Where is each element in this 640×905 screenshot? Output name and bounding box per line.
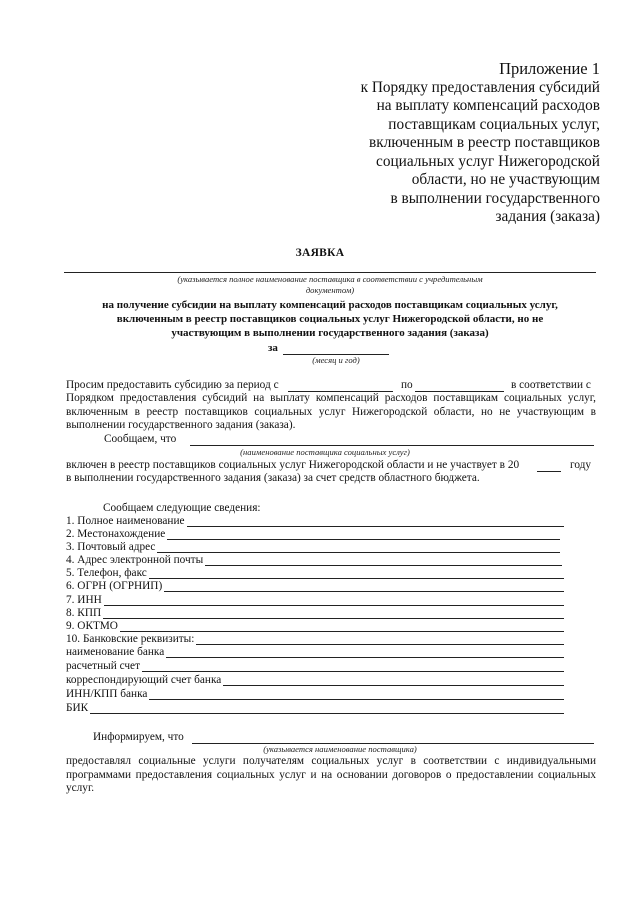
info-header: Сообщаем следующие сведения: [103,502,261,514]
report-label: Сообщаем, что [104,433,177,445]
subject-block [60,298,600,340]
report-line1: включен в реестр поставщиков социальных услуг Нижегородской области и не участвует в 20 [66,459,520,471]
field-oktmo[interactable] [66,620,566,633]
period-to-label: по [401,379,413,391]
field-label: 9. ОКТМО [66,620,118,632]
field-underline[interactable] [66,631,564,632]
field-phone-fax[interactable] [66,567,566,580]
field-label: 5. Телефон, факс [66,567,147,579]
request-text-accordance: в соответствии с [511,379,591,391]
field-label: расчетный счет [66,660,141,672]
appendix-line: включенным в реестр поставщиков [369,134,600,151]
field-inn[interactable] [66,594,566,607]
appendix-line: поставщикам социальных услуг, [388,115,600,133]
subject-line: на получение субсидии на выплату компенсаций расходов поставщикам социальных услуг, [102,299,558,311]
request-paragraph: Порядком предоставления субсидий на выплату компенсаций расходов поставщикам социальных услуг, включенным в реестр поставщиков социальных услуг Нижегородской области, но не участвующим в выполнении государственного задания (заказа). [66,392,596,431]
provider-report-hint: (наименование поставщика социальных услуг) [240,447,410,457]
field-bank-details[interactable] [66,633,566,646]
field-label: 7. ИНН [66,594,102,606]
appendix-line: на выплату компенсаций расходов [376,97,600,114]
field-correspondent-account[interactable] [66,674,566,687]
provider-name-line[interactable] [64,272,596,273]
subject-line: участвующим в выполнении государственного задания (заказа) [171,327,489,339]
field-full-name[interactable] [66,515,566,528]
document-title: ЗАЯВКА [295,247,345,259]
field-ogrn[interactable] [66,580,566,593]
field-label: 3. Почтовый адрес [66,541,156,553]
field-label: 8. КПП [66,607,102,619]
request-text-start: Просим предоставить субсидию за период с [66,379,279,391]
provider-name-hint: (указывается полное наименование поставщика в соответствии с учредительным документом) [177,274,483,295]
field-underline[interactable] [66,605,564,606]
provider-inform-hint: (указывается наименование поставщика) [263,744,417,754]
field-label: 2. Местонахождение [66,528,166,540]
year-line[interactable] [537,471,561,472]
field-label: наименование банка [66,646,165,658]
appendix-line: задания (заказа) [495,208,600,225]
field-bank-inn-kpp[interactable] [66,688,566,701]
appendix-line: социальных услуг Нижегородской [376,152,600,170]
field-bik[interactable] [66,702,566,715]
inform-paragraph: предоставлял социальные услуги получателям социальных услуг в соответствии с индивидуальными программами предоставления социальных услуг и на основании договоров о предоставлении социальных услуг. [66,755,596,794]
field-label: 10. Банковские реквизиты: [66,633,195,645]
appendix-line: к Порядку предоставления субсидий [360,78,600,96]
field-bank-name[interactable] [66,646,566,659]
field-kpp[interactable] [66,607,566,620]
field-underline[interactable] [66,618,564,619]
field-label: 1. Полное наименование [66,515,185,527]
appendix-line: области, но не участвующим [411,171,600,188]
field-location[interactable] [66,528,562,541]
field-current-account[interactable] [66,660,566,673]
appendix-header [340,60,600,227]
field-label: корреспондирующий счет банка [66,674,222,686]
field-underline[interactable] [66,713,564,714]
appendix-line: в выполнении государственного [390,189,600,207]
appendix-line: Приложение 1 [499,59,600,78]
field-label: БИК [66,702,89,714]
field-label: 6. ОГРН (ОГРНИП) [66,580,163,592]
provider-report-line[interactable] [190,445,594,446]
inform-label: Информируем, что [93,731,184,743]
report-line1-year: году [570,459,592,471]
subject-line: включенным в реестр поставщиков социальных услуг Нижегородской области, но не [116,313,544,325]
field-label: ИНН/КПП банка [66,688,148,700]
field-postal-address[interactable] [66,541,562,554]
month-year-hint: (месяц и год) [312,355,360,365]
field-email[interactable] [66,554,564,567]
field-label: 4. Адрес электронной почты [66,554,204,566]
for-label: за [268,342,278,354]
report-line2: в выполнении государственного задания (заказа) за счет средств областного бюджета. [66,472,480,484]
